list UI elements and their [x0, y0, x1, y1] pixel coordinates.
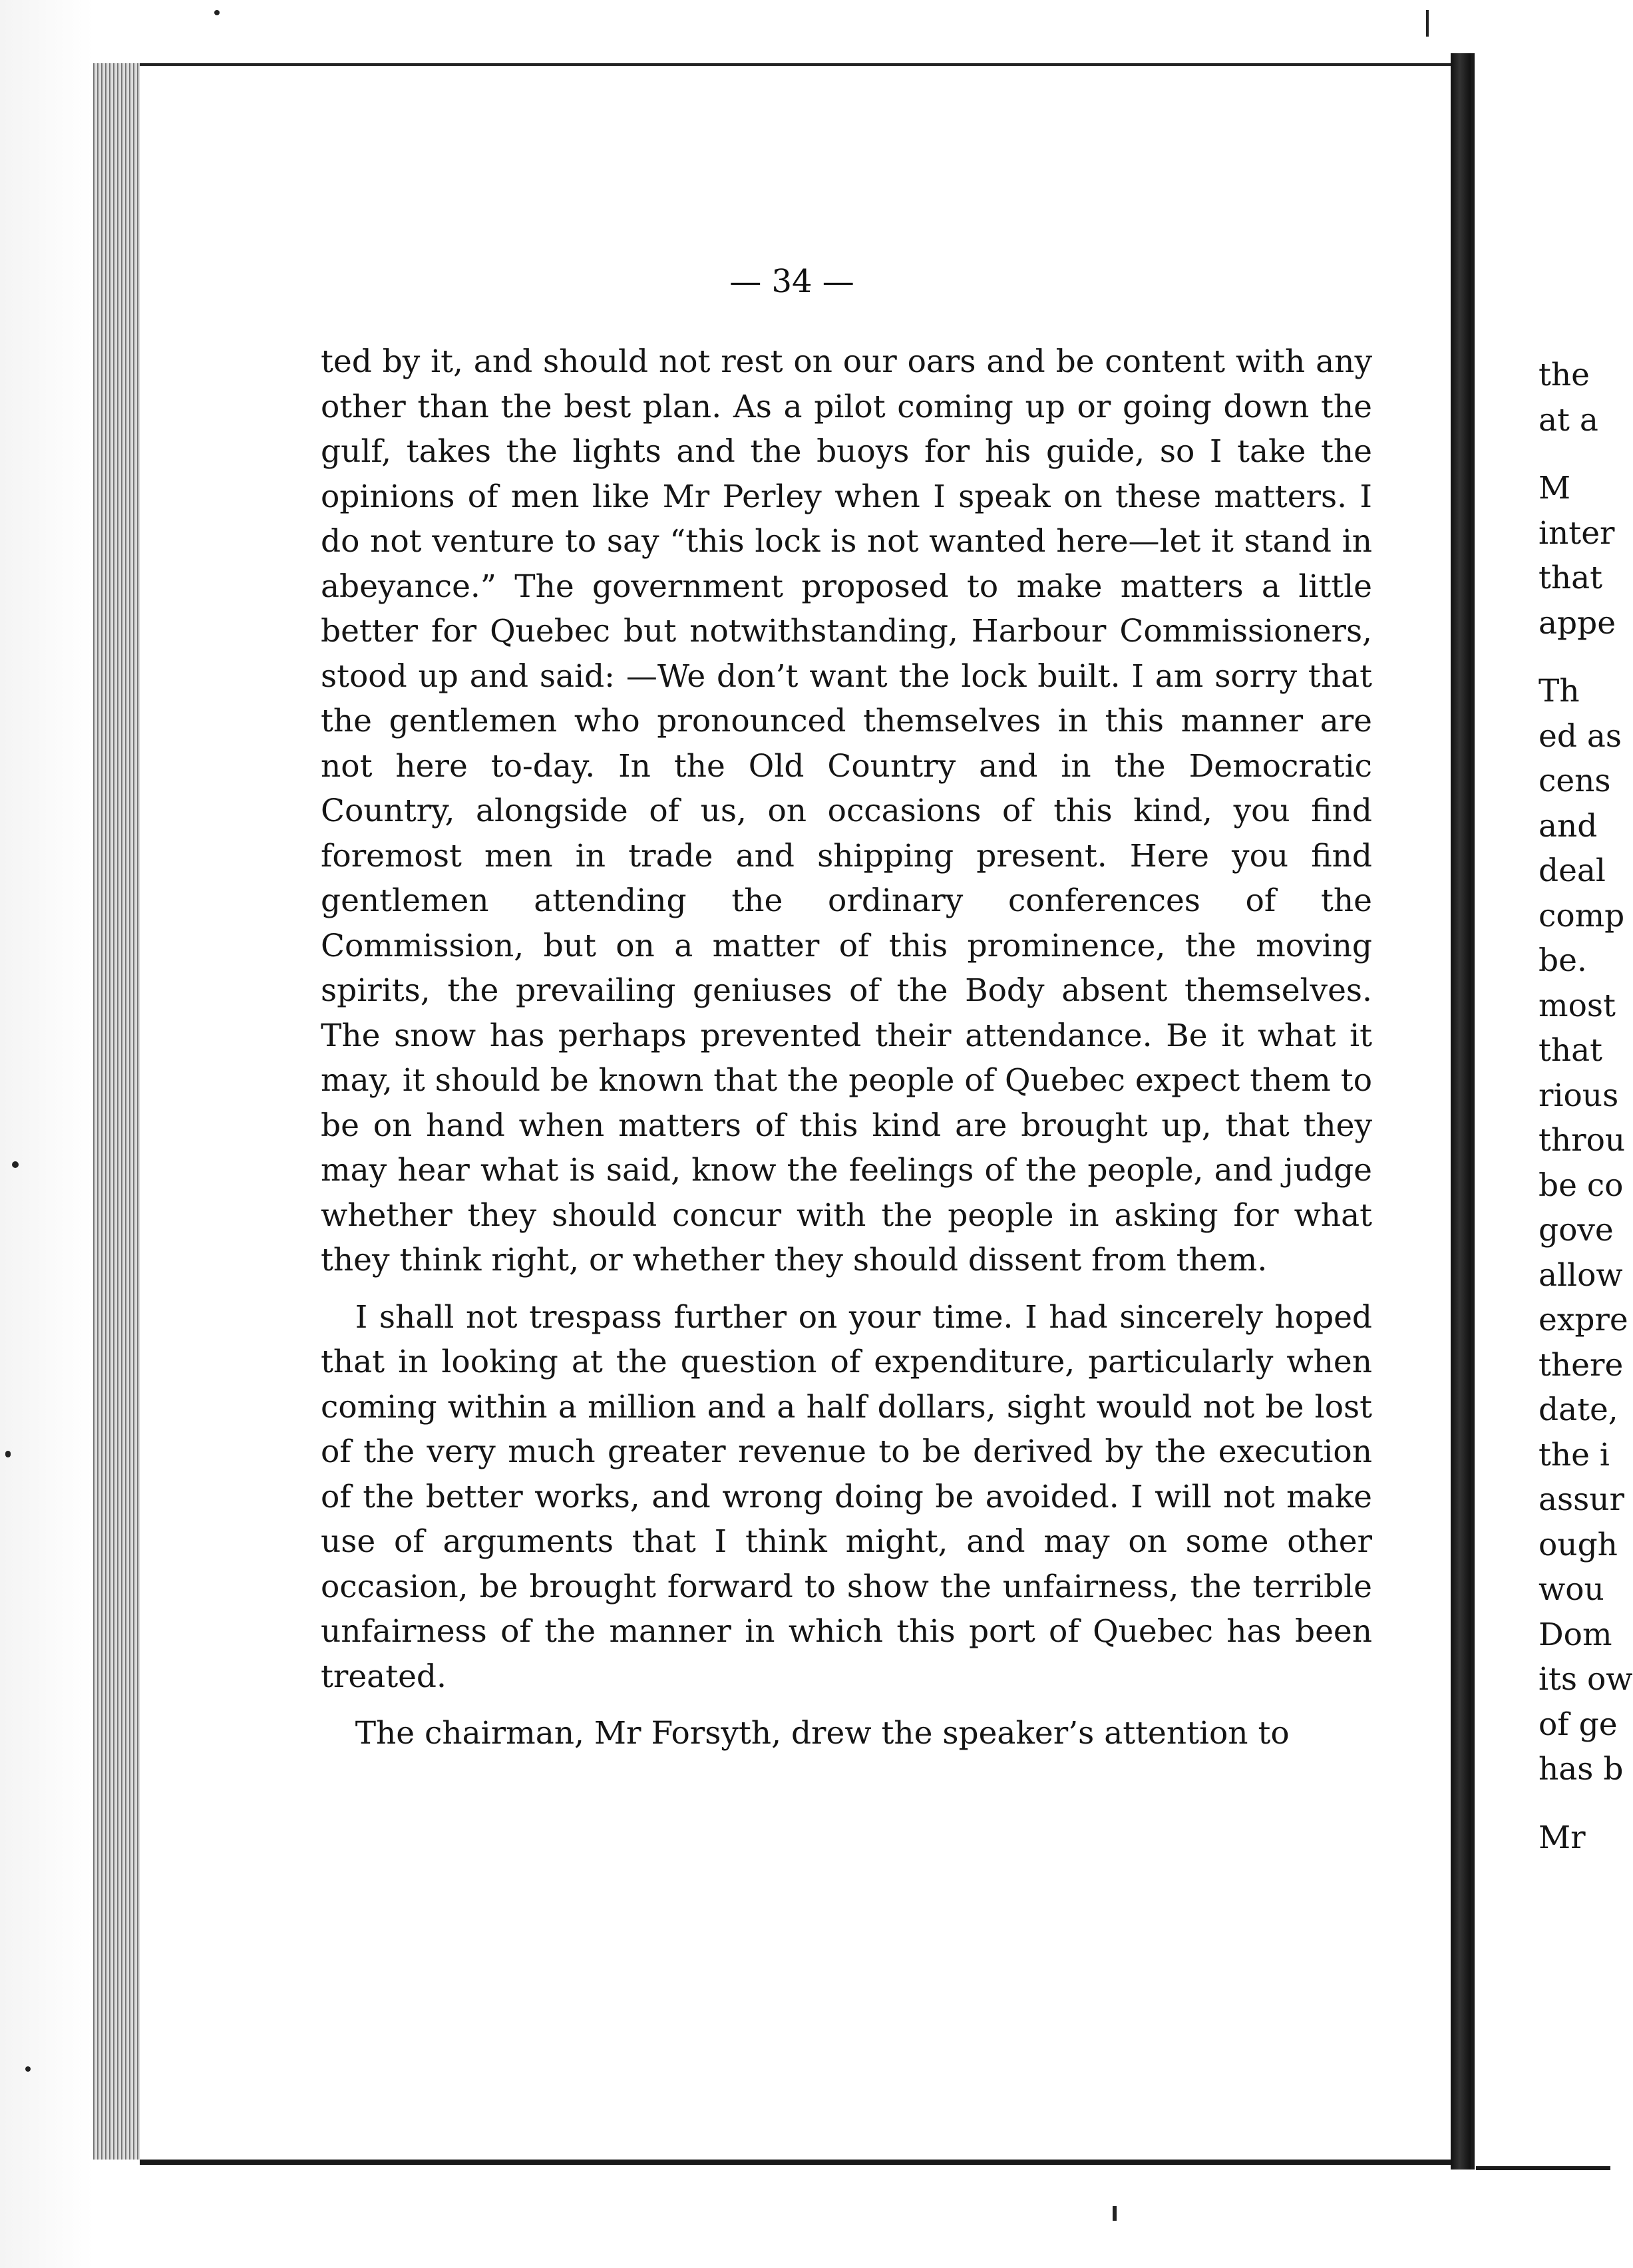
text-fragment: that [1539, 560, 1603, 596]
text-fragment: its ow [1539, 1661, 1633, 1698]
text-fragment: allow [1539, 1256, 1623, 1294]
scan-margin-left [0, 0, 93, 2268]
scan-mark [1113, 2206, 1117, 2221]
page-bottom-edge [140, 2160, 1464, 2165]
text-fragment: Th [1539, 673, 1580, 709]
stacked-page-edges [93, 63, 141, 2160]
scan-mark [1426, 10, 1429, 37]
text-fragment: there [1539, 1346, 1624, 1384]
body-text [321, 339, 1372, 1756]
text-fragment: the [1539, 357, 1590, 393]
text-fragment: Dom [1539, 1616, 1612, 1653]
text-fragment: has b [1539, 1751, 1624, 1788]
scan-speck [25, 2066, 31, 2072]
scan-speck [214, 10, 220, 15]
scan-speck [12, 1161, 19, 1168]
text-fragment: that [1539, 1032, 1603, 1069]
text-fragment: of ge [1539, 1706, 1618, 1743]
paragraph: The chairman, Mr Forsyth, drew the speaker’s attention to [355, 1715, 1290, 1752]
paragraph: I shall not trespass further on your time. I had sincerely hoped that in looking at the question of expenditure, particularly when coming within a million and a half dollars, sight would not be lost of the very much greater revenue to be derived by the execution of the better works, and wrong doing be avoided. I will not make use of arguments that I think might, and may on some other occasion, be brought forward to show the unfairness, the terrible unfairness of the manner in which this port of Quebec has been treated. [321, 1298, 1372, 1695]
facing-page-bottom-edge [1476, 2166, 1610, 2170]
text-fragment: the i [1539, 1436, 1610, 1473]
text-fragment: Mr [1539, 1819, 1586, 1856]
page-number-text: — 34 — [729, 263, 854, 300]
text-fragment: appe [1539, 604, 1616, 642]
text-fragment: gove [1539, 1212, 1614, 1248]
text-fragment: throu [1539, 1122, 1626, 1159]
paragraph: ted by it, and should not rest on our oars and be content with any other than the best plan. As a pilot coming up or going down the gulf, takes the lights and the buoys for his guide, so I take the opinions of men like Mr Perley when I speak on these matters. I do not venture to say “this lock is not wanted here—let it stand in abeyance.” The government proposed to make matters a little better for Quebec but notwithstanding, Harbour Commissioners, stood up and said: —We don’t want the lock built. I am sorry that the gentlemen who pronounced themselves in this manner are not here to-day. In the Old Country and in the Democratic Country, alongside of us, on occasions of this kind, you find foremost men in trade and shipping present. Here you find gentlemen attending the ordinary conferences of the Commission, but on a matter of this prominence, the moving spirits, the prevailing geniuses of the Body absent themselves. The snow has perhaps prevented their attendance. Be it what it may, it should be known that the people of Quebec expect them to be on hand when matters of this kind are brought up, that they may hear what is said, know the feelings of the people, and judge whether they should concur with the people in asking for what they think right, or whether they should dissent from them. [321, 343, 1372, 1278]
text-fragment: comp [1539, 897, 1625, 934]
facing-page-text [1539, 353, 1633, 1860]
text-fragment: be co [1539, 1167, 1624, 1204]
text-fragment: ed as [1539, 717, 1622, 755]
text-fragment: date, [1539, 1392, 1618, 1428]
scan-speck [5, 1451, 11, 1457]
text-fragment: and [1539, 807, 1598, 845]
text-fragment: most [1539, 987, 1616, 1024]
text-fragment: M [1539, 470, 1571, 506]
text-fragment: ough [1539, 1526, 1618, 1563]
text-fragment: assur [1539, 1481, 1624, 1518]
text-fragment: rious [1539, 1077, 1619, 1114]
text-fragment: wou [1539, 1571, 1604, 1608]
text-fragment: expre [1539, 1302, 1628, 1338]
text-fragment: inter [1539, 514, 1615, 552]
text-fragment: cens [1539, 763, 1611, 799]
text-fragment: deal [1539, 852, 1606, 889]
gutter-edge [1471, 53, 1475, 2170]
book-gutter [1451, 53, 1471, 2170]
text-fragment: at a [1539, 401, 1598, 439]
text-fragment: be. [1539, 942, 1587, 979]
